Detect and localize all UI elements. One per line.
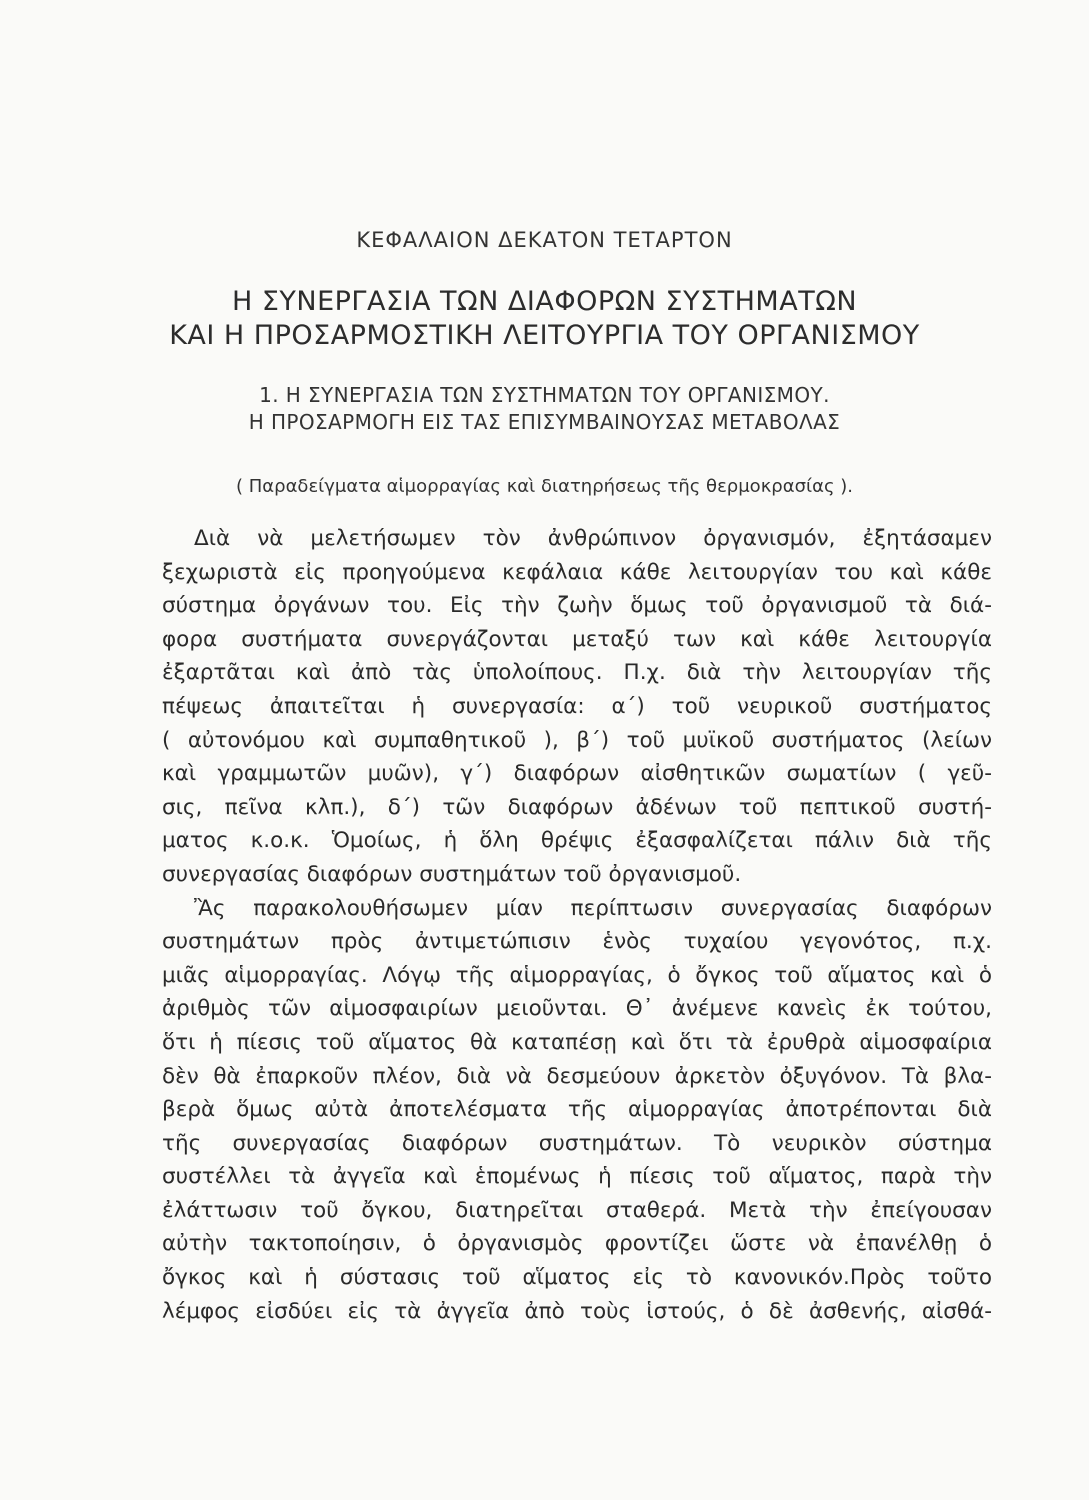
chapter-heading: ΚΕΦΑΛΑΙΟΝ ΔΕΚΑΤΟΝ ΤΕΤΑΡΤΟΝ bbox=[356, 228, 733, 252]
examples-note: ( Παραδείγματα αἱμορραγίας καὶ διατηρήσεως τῆς θερμοκρασίας ). bbox=[236, 476, 853, 497]
paragraph-line: λέμφος εἰσδύει εἰς τὰ ἀγγεῖα ἀπὸ τοὺς ἱστούς, ὁ δὲ ἀσθενής, αἰσθά- bbox=[162, 1298, 992, 1324]
chapter-title-line: Η ΣΥΝΕΡΓΑΣΙΑ ΤΩΝ ΔΙΑΦΟΡΩΝ ΣΥΣΤΗΜΑΤΩΝ bbox=[231, 286, 858, 317]
paragraph-line: ἐλάττωσιν τοῦ ὄγκου, διατηρεῖται σταθερά. Μετὰ τὴν ἐπείγουσαν bbox=[162, 1197, 992, 1223]
paragraph-line: Διὰ νὰ μελετήσωμεν τὸν ἀνθρώπινον ὀργανισμόν, ἐξητάσαμεν bbox=[194, 526, 992, 551]
paragraph-line: φορα συστήματα συνεργάζονται μεταξύ των καὶ κάθε λειτουργία bbox=[162, 626, 992, 652]
paragraph-line: σις, πεῖνα κλπ.), δ΄) τῶν διαφόρων ἀδένων τοῦ πεπτικοῦ συστή- bbox=[162, 794, 992, 820]
section-heading bbox=[0, 382, 1089, 436]
paragraph-line: πέψεως ἀπαιτεῖται ἡ συνεργασία: α΄) τοῦ νευρικοῦ συστήματος bbox=[162, 693, 992, 719]
paragraph-line: ( αὐτονόμου καὶ συμπαθητικοῦ ), β΄) τοῦ μυϊκοῦ συστήματος (λείων bbox=[162, 727, 992, 753]
paragraph-line: μιᾶς αἱμορραγίας. Λόγῳ τῆς αἱμορραγίας, ὁ ὄγκος τοῦ αἵματος καὶ ὁ bbox=[162, 962, 992, 988]
paragraph-line: βερὰ ὅμως αὐτὰ ἀποτελέσματα τῆς αἱμορραγίας ἀποτρέπονται διὰ bbox=[162, 1097, 992, 1123]
paragraph-line: καὶ γραμμωτῶν μυῶν), γ΄) διαφόρων αἰσθητικῶν σωματίων ( γεῦ- bbox=[162, 761, 992, 787]
paragraph-line: ξεχωριστὰ εἰς προηγούμενα κεφάλαια κάθε λειτουργίαν του καὶ κάθε bbox=[162, 559, 992, 585]
section-heading-line: Η ΠΡΟΣΑΡΜΟΓΗ ΕΙΣ ΤΑΣ ΕΠΙΣΥΜΒΑΙΝΟΥΣΑΣ ΜΕΤΑΒΟΛΑΣ bbox=[248, 410, 841, 434]
paragraph-line: σύστημα ὀργάνων του. Εἰς τὴν ζωὴν ὅμως τοῦ ὀργανισμοῦ τὰ διά- bbox=[162, 593, 992, 619]
paragraph-line: ἐξαρτᾶται καὶ ἀπὸ τὰς ὑπολοίπους. Π.χ. διὰ τὴν λειτουργίαν τῆς bbox=[162, 660, 992, 686]
body-text bbox=[162, 522, 992, 1328]
paragraph-line: ματος κ.ο.κ. Ὁμοίως, ἡ ὅλη θρέψις ἐξασφαλίζεται πάλιν διὰ τῆς bbox=[162, 828, 992, 854]
section-heading-line: 1. Η ΣΥΝΕΡΓΑΣΙΑ ΤΩΝ ΣΥΣΤΗΜΑΤΩΝ ΤΟΥ ΟΡΓΑΝΙΣΜΟΥ. bbox=[259, 383, 830, 407]
paragraph-line: ὄγκος καὶ ἡ σύστασις τοῦ αἵματος εἰς τὸ κανονικόν.Πρὸς τοῦτο bbox=[162, 1265, 992, 1291]
paragraph-1 bbox=[162, 522, 992, 892]
chapter-title bbox=[0, 285, 1089, 353]
paragraph-line: ἀριθμὸς τῶν αἱμοσφαιρίων μειοῦνται. Θ᾿ ἀνέμενε κανεὶς ἐκ τούτου, bbox=[162, 996, 992, 1022]
paragraph-line: συστημάτων πρὸς ἀντιμετώπισιν ἑνὸς τυχαίου γεγονότος, π.χ. bbox=[162, 929, 992, 955]
paragraph-line: δὲν θὰ ἐπαρκοῦν πλέον, διὰ νὰ δεσμεύουν ἀρκετὸν ὀξυγόνον. Τὰ βλα- bbox=[162, 1063, 992, 1089]
chapter-title-line: ΚΑΙ Η ΠΡΟΣΑΡΜΟΣΤΙΚΗ ΛΕΙΤΟΥΡΓΙΑ ΤΟΥ ΟΡΓΑΝΙΣΜΟΥ bbox=[169, 320, 920, 351]
paragraph-line: ὅτι ἡ πίεσις τοῦ αἵματος θὰ καταπέσῃ καὶ ὅτι τὰ ἐρυθρὰ αἱμοσφαίρια bbox=[162, 1029, 992, 1055]
paragraph-line: Ἂς παρακολουθήσωμεν μίαν περίπτωσιν συνεργασίας διαφόρων bbox=[194, 895, 992, 921]
paragraph-line: τῆς συνεργασίας διαφόρων συστημάτων. Τὸ νευρικὸν σύστημα bbox=[162, 1130, 992, 1156]
paragraph-2 bbox=[162, 892, 992, 1329]
paragraph-line: αὐτὴν τακτοποίησιν, ὁ ὀργανισμὸς φροντίζει ὥστε νὰ ἐπανέλθῃ ὁ bbox=[162, 1231, 992, 1257]
paragraph-line: συστέλλει τὰ ἀγγεῖα καὶ ἑπομένως ἡ πίεσις τοῦ αἵματος, παρὰ τὴν bbox=[162, 1164, 992, 1190]
paragraph-line: συνεργασίας διαφόρων συστημάτων τοῦ ὀργανισμοῦ. bbox=[162, 861, 742, 887]
